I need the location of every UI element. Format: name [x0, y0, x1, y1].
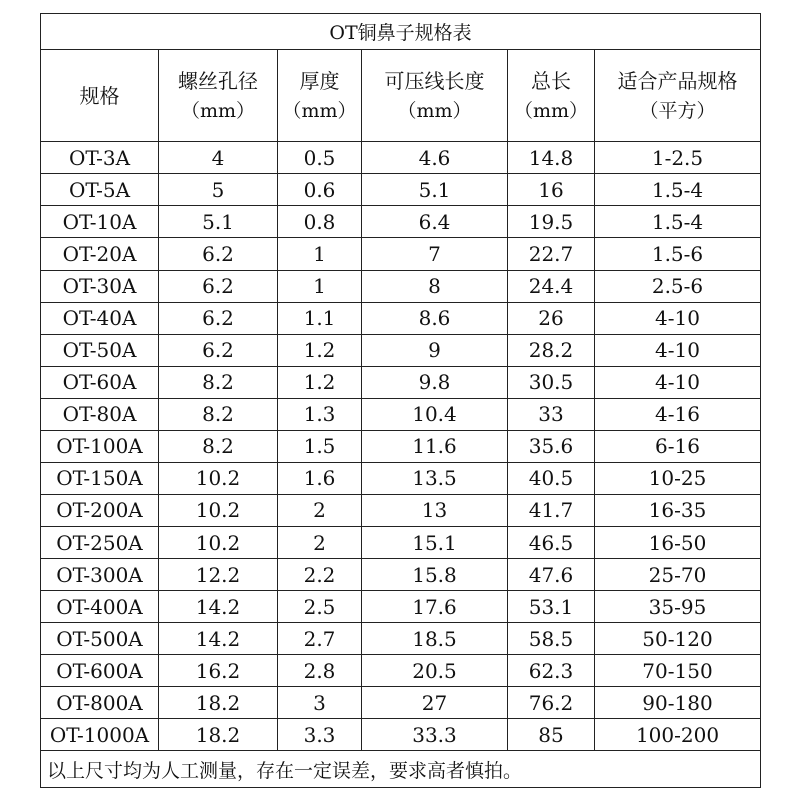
- table-cell: 0.6: [278, 174, 362, 206]
- table-row: [41, 366, 761, 398]
- table-cell: 0.5: [278, 142, 362, 174]
- table-cell: OT-80A: [41, 398, 159, 430]
- table-cell: OT-500A: [41, 623, 159, 655]
- table-cell: 19.5: [508, 206, 595, 238]
- note-row: [41, 751, 761, 788]
- table-cell: 2: [278, 527, 362, 559]
- table-cell: OT-150A: [41, 462, 159, 494]
- table-cell: 4-10: [595, 334, 761, 366]
- table-cell: 1: [278, 238, 362, 270]
- table-cell: 35-95: [595, 591, 761, 623]
- header-total-length: [508, 50, 595, 142]
- header-label: 厚度: [299, 68, 340, 93]
- table-cell: OT-300A: [41, 559, 159, 591]
- header-label: 可压线长度: [384, 68, 485, 93]
- table-cell: 6.4: [362, 206, 508, 238]
- table-cell: 22.7: [508, 238, 595, 270]
- table-row: [41, 559, 761, 591]
- table-cell: 20.5: [362, 655, 508, 687]
- table-row: [41, 494, 761, 526]
- table-cell: 1.5-4: [595, 174, 761, 206]
- header-unit: （平方）: [639, 99, 716, 122]
- table-cell: 85: [508, 719, 595, 751]
- table-row: [41, 591, 761, 623]
- table-cell: 13.5: [362, 462, 508, 494]
- table-cell: OT-1000A: [41, 719, 159, 751]
- table-cell: 15.8: [362, 559, 508, 591]
- table-note: 以上尺寸均为人工测量，存在一定误差，要求高者慎拍。: [41, 751, 761, 788]
- table-cell: 10.2: [159, 494, 278, 526]
- table-cell: 50-120: [595, 623, 761, 655]
- table-row: [41, 430, 761, 462]
- table-cell: 4-10: [595, 366, 761, 398]
- table-cell: 7: [362, 238, 508, 270]
- table-cell: OT-3A: [41, 142, 159, 174]
- table-cell: 33: [508, 398, 595, 430]
- table-cell: 2.8: [278, 655, 362, 687]
- table-cell: 1.5-4: [595, 206, 761, 238]
- table-cell: 10.4: [362, 398, 508, 430]
- table-cell: 6.2: [159, 302, 278, 334]
- table-cell: 1-2.5: [595, 142, 761, 174]
- table-cell: 70-150: [595, 655, 761, 687]
- table-cell: 10.2: [159, 462, 278, 494]
- table-cell: 30.5: [508, 366, 595, 398]
- table-cell: OT-200A: [41, 494, 159, 526]
- table-cell: OT-10A: [41, 206, 159, 238]
- table-cell: 8.6: [362, 302, 508, 334]
- table-row: [41, 655, 761, 687]
- header-label: 适合产品规格: [617, 68, 738, 93]
- table-cell: 9: [362, 334, 508, 366]
- table-cell: 4-10: [595, 302, 761, 334]
- table-cell: 14.2: [159, 591, 278, 623]
- title-row: [41, 14, 761, 50]
- table-cell: OT-250A: [41, 527, 159, 559]
- header-unit: （mm）: [282, 99, 357, 122]
- table-cell: 18.2: [159, 687, 278, 719]
- table-cell: 4: [159, 142, 278, 174]
- header-row: [41, 50, 761, 142]
- table-row: [41, 719, 761, 751]
- table-cell: 1.6: [278, 462, 362, 494]
- header-label: 总长: [531, 68, 571, 93]
- table-cell: 8: [362, 270, 508, 302]
- table-cell: 40.5: [508, 462, 595, 494]
- table-cell: 28.2: [508, 334, 595, 366]
- table-cell: 27: [362, 687, 508, 719]
- table-cell: 10-25: [595, 462, 761, 494]
- table-cell: 1.5: [278, 430, 362, 462]
- table-cell: 90-180: [595, 687, 761, 719]
- table-cell: 2.5-6: [595, 270, 761, 302]
- table-cell: 1.2: [278, 334, 362, 366]
- header-screw-hole: [159, 50, 278, 142]
- table-cell: 13: [362, 494, 508, 526]
- table-row: [41, 398, 761, 430]
- table-cell: 8.2: [159, 366, 278, 398]
- table-cell: 46.5: [508, 527, 595, 559]
- table-cell: 18.2: [159, 719, 278, 751]
- table-cell: 33.3: [362, 719, 508, 751]
- table-row: [41, 334, 761, 366]
- table-cell: 14.2: [159, 623, 278, 655]
- table-row: [41, 623, 761, 655]
- table-cell: 35.6: [508, 430, 595, 462]
- table-cell: 11.6: [362, 430, 508, 462]
- table-cell: 6.2: [159, 334, 278, 366]
- table-cell: 62.3: [508, 655, 595, 687]
- table-row: [41, 174, 761, 206]
- table-cell: 9.8: [362, 366, 508, 398]
- table-row: [41, 302, 761, 334]
- table-row: [41, 238, 761, 270]
- table-cell: 76.2: [508, 687, 595, 719]
- table-cell: 8.2: [159, 430, 278, 462]
- table-cell: 14.8: [508, 142, 595, 174]
- header-label: 规格: [79, 83, 120, 108]
- table-cell: 17.6: [362, 591, 508, 623]
- table-cell: 15.1: [362, 527, 508, 559]
- table-cell: OT-600A: [41, 655, 159, 687]
- table-cell: 4.6: [362, 142, 508, 174]
- table-cell: 18.5: [362, 623, 508, 655]
- header-label: 螺丝孔径: [178, 68, 258, 93]
- table-cell: 1.2: [278, 366, 362, 398]
- table-title: OT铜鼻子规格表: [41, 14, 761, 50]
- table-cell: 26: [508, 302, 595, 334]
- table-cell: 25-70: [595, 559, 761, 591]
- header-thickness: [278, 50, 362, 142]
- table-cell: 2: [278, 494, 362, 526]
- table-cell: OT-5A: [41, 174, 159, 206]
- table-cell: 12.2: [159, 559, 278, 591]
- table-cell: 41.7: [508, 494, 595, 526]
- table-cell: 16.2: [159, 655, 278, 687]
- table-cell: 1.3: [278, 398, 362, 430]
- table-cell: 24.4: [508, 270, 595, 302]
- table-cell: 6-16: [595, 430, 761, 462]
- table-cell: OT-50A: [41, 334, 159, 366]
- table-cell: 10.2: [159, 527, 278, 559]
- table-cell: 58.5: [508, 623, 595, 655]
- table-cell: OT-800A: [41, 687, 159, 719]
- table-cell: 100-200: [595, 719, 761, 751]
- table-cell: 2.7: [278, 623, 362, 655]
- table-cell: 5: [159, 174, 278, 206]
- table-cell: OT-60A: [41, 366, 159, 398]
- header-fit-spec: [595, 50, 761, 142]
- table-cell: 1: [278, 270, 362, 302]
- table-cell: 16-35: [595, 494, 761, 526]
- table-cell: 3.3: [278, 719, 362, 751]
- table-cell: 5.1: [159, 206, 278, 238]
- table-cell: 8.2: [159, 398, 278, 430]
- table-cell: 53.1: [508, 591, 595, 623]
- table-row: [41, 527, 761, 559]
- table-cell: 4-16: [595, 398, 761, 430]
- header-unit: （mm）: [180, 99, 256, 122]
- table-cell: 6.2: [159, 238, 278, 270]
- table-cell: OT-400A: [41, 591, 159, 623]
- table-cell: 6.2: [159, 270, 278, 302]
- table-body: [41, 14, 761, 788]
- table-cell: OT-30A: [41, 270, 159, 302]
- table-cell: OT-100A: [41, 430, 159, 462]
- table-cell: 16-50: [595, 527, 761, 559]
- spec-table: [40, 13, 761, 788]
- header-unit: （mm）: [513, 99, 589, 122]
- table-row: [41, 462, 761, 494]
- header-unit: （mm）: [397, 99, 472, 122]
- table-cell: 1.1: [278, 302, 362, 334]
- table-cell: 5.1: [362, 174, 508, 206]
- table-row: [41, 206, 761, 238]
- table-cell: OT-20A: [41, 238, 159, 270]
- table-cell: 0.8: [278, 206, 362, 238]
- header-crimp-length: [362, 50, 508, 142]
- table-cell: 16: [508, 174, 595, 206]
- table-cell: 1.5-6: [595, 238, 761, 270]
- table-row: [41, 687, 761, 719]
- table-cell: 47.6: [508, 559, 595, 591]
- table-row: [41, 142, 761, 174]
- table-cell: 3: [278, 687, 362, 719]
- table-cell: 2.5: [278, 591, 362, 623]
- table-cell: 2.2: [278, 559, 362, 591]
- table-cell: OT-40A: [41, 302, 159, 334]
- table-row: [41, 270, 761, 302]
- header-spec: [41, 50, 159, 142]
